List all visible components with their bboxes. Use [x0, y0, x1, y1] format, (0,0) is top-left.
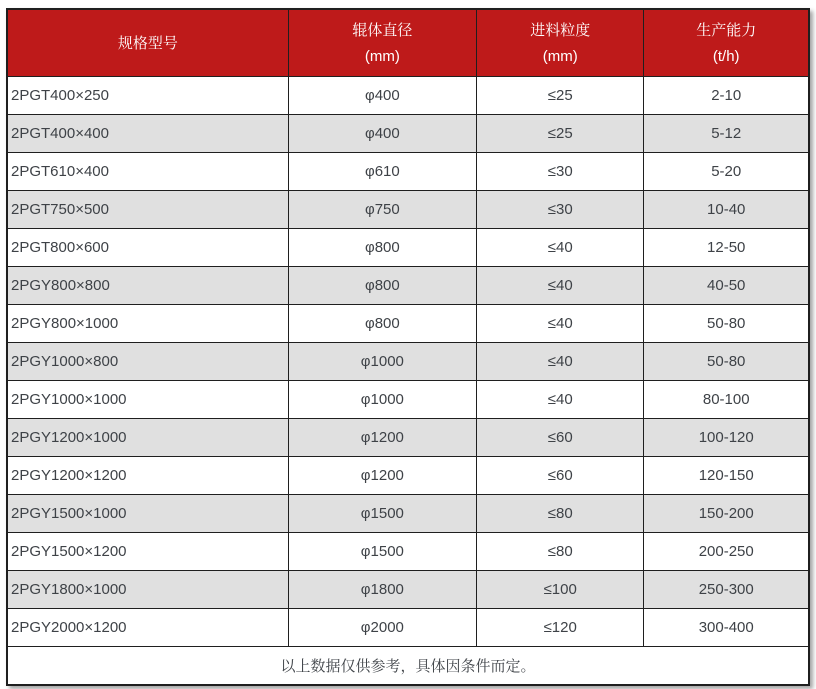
roller-diameter-cell: φ750	[288, 191, 476, 229]
spec-table	[6, 8, 810, 686]
col-header-roller-diameter	[288, 9, 476, 77]
feed-size-cell: ≤60	[477, 419, 644, 457]
model-cell: 2PGY800×1000	[7, 305, 288, 343]
roller-diameter-cell: φ800	[288, 305, 476, 343]
table-row	[7, 77, 809, 115]
feed-size-cell: ≤25	[477, 77, 644, 115]
roller-diameter-cell: φ400	[288, 77, 476, 115]
feed-size-cell: ≤30	[477, 191, 644, 229]
col-header-capacity-label: 生产能力	[696, 21, 757, 39]
table-row	[7, 571, 809, 609]
roller-diameter-cell: φ800	[288, 229, 476, 267]
roller-diameter-cell: φ1500	[288, 533, 476, 571]
table-row	[7, 305, 809, 343]
model-cell: 2PGT610×400	[7, 153, 288, 191]
table-row	[7, 115, 809, 153]
capacity-cell: 40-50	[644, 267, 809, 305]
table-row	[7, 229, 809, 267]
table-row	[7, 381, 809, 419]
table-row	[7, 191, 809, 229]
col-header-feed-size-unit: (mm)	[542, 47, 578, 65]
feed-size-cell: ≤40	[477, 267, 644, 305]
capacity-cell: 250-300	[644, 571, 809, 609]
col-header-model-label: 规格型号	[117, 34, 178, 52]
capacity-cell: 100-120	[644, 419, 809, 457]
col-header-feed-size-label: 进料粒度	[530, 21, 591, 39]
model-cell: 2PGY800×800	[7, 267, 288, 305]
feed-size-cell: ≤80	[477, 495, 644, 533]
roller-diameter-cell: φ1200	[288, 419, 476, 457]
roller-diameter-cell: φ2000	[288, 609, 476, 647]
capacity-cell: 5-12	[644, 115, 809, 153]
feed-size-cell: ≤30	[477, 153, 644, 191]
footer-note: 以上数据仅供参考，具体因条件而定。	[7, 647, 809, 686]
model-cell: 2PGT400×400	[7, 115, 288, 153]
roller-diameter-cell: φ1200	[288, 457, 476, 495]
model-cell: 2PGT750×500	[7, 191, 288, 229]
col-header-model	[7, 9, 288, 77]
capacity-cell: 50-80	[644, 305, 809, 343]
roller-diameter-cell: φ400	[288, 115, 476, 153]
roller-diameter-cell: φ1000	[288, 343, 476, 381]
model-cell: 2PGT400×250	[7, 77, 288, 115]
col-header-roller-diameter-label: 辊体直径	[352, 21, 413, 39]
feed-size-cell: ≤40	[477, 343, 644, 381]
model-cell: 2PGY1500×1000	[7, 495, 288, 533]
model-cell: 2PGY1200×1200	[7, 457, 288, 495]
capacity-cell: 200-250	[644, 533, 809, 571]
feed-size-cell: ≤80	[477, 533, 644, 571]
capacity-cell: 300-400	[644, 609, 809, 647]
table-row	[7, 343, 809, 381]
table-row	[7, 267, 809, 305]
feed-size-cell: ≤60	[477, 457, 644, 495]
table-row	[7, 153, 809, 191]
roller-diameter-cell: φ1800	[288, 571, 476, 609]
table-row	[7, 495, 809, 533]
model-cell: 2PGY1200×1000	[7, 419, 288, 457]
model-cell: 2PGT800×600	[7, 229, 288, 267]
table-row	[7, 533, 809, 571]
capacity-cell: 120-150	[644, 457, 809, 495]
table-row	[7, 419, 809, 457]
col-header-capacity	[644, 9, 809, 77]
model-cell: 2PGY1000×1000	[7, 381, 288, 419]
capacity-cell: 150-200	[644, 495, 809, 533]
roller-diameter-cell: φ800	[288, 267, 476, 305]
roller-diameter-cell: φ1500	[288, 495, 476, 533]
table-row	[7, 457, 809, 495]
table-body	[7, 77, 809, 647]
capacity-cell: 80-100	[644, 381, 809, 419]
capacity-cell: 2-10	[644, 77, 809, 115]
footer-row	[7, 647, 809, 686]
capacity-cell: 12-50	[644, 229, 809, 267]
header-row	[7, 9, 809, 77]
feed-size-cell: ≤40	[477, 229, 644, 267]
col-header-roller-diameter-unit: (mm)	[364, 47, 400, 65]
feed-size-cell: ≤100	[477, 571, 644, 609]
feed-size-cell: ≤120	[477, 609, 644, 647]
model-cell: 2PGY1800×1000	[7, 571, 288, 609]
roller-diameter-cell: φ1000	[288, 381, 476, 419]
table-row	[7, 609, 809, 647]
capacity-cell: 50-80	[644, 343, 809, 381]
col-header-feed-size	[477, 9, 644, 77]
col-header-capacity-unit: (t/h)	[712, 47, 740, 65]
feed-size-cell: ≤40	[477, 381, 644, 419]
feed-size-cell: ≤40	[477, 305, 644, 343]
capacity-cell: 5-20	[644, 153, 809, 191]
model-cell: 2PGY2000×1200	[7, 609, 288, 647]
capacity-cell: 10-40	[644, 191, 809, 229]
roller-diameter-cell: φ610	[288, 153, 476, 191]
feed-size-cell: ≤25	[477, 115, 644, 153]
model-cell: 2PGY1000×800	[7, 343, 288, 381]
model-cell: 2PGY1500×1200	[7, 533, 288, 571]
